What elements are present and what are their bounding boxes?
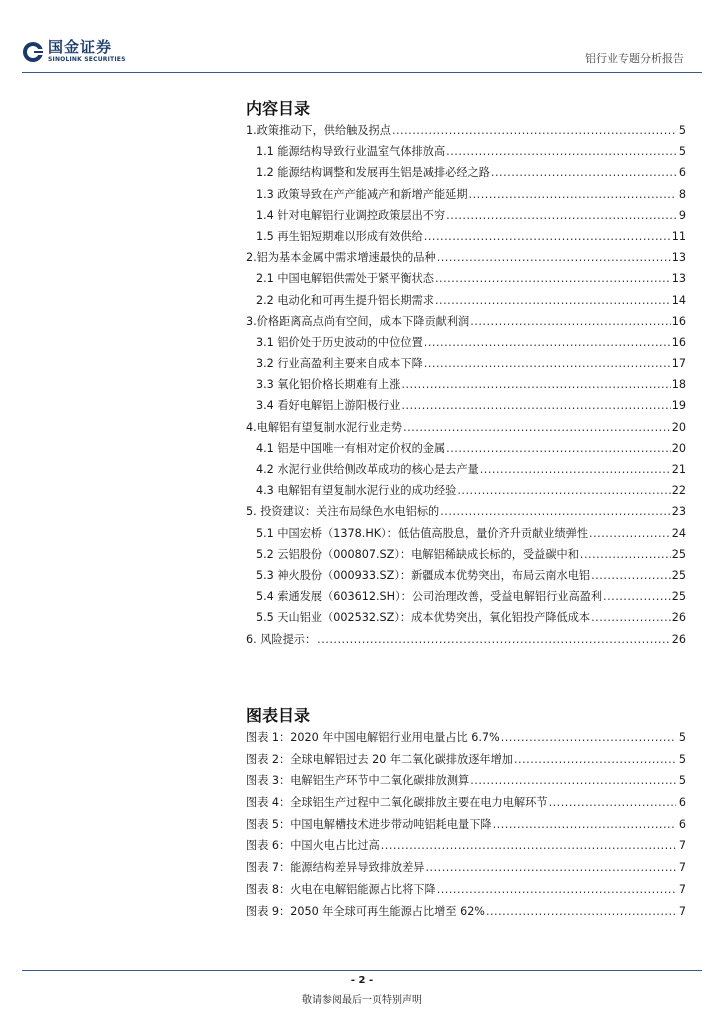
toc-entry-page: 25 bbox=[671, 590, 686, 604]
toc-entry[interactable] bbox=[246, 419, 686, 440]
figure-entry-label: 图表 5：中国电解槽技术进步带动吨铝耗电量下降 bbox=[246, 817, 492, 831]
dot-leader bbox=[486, 905, 676, 918]
toc-entry-page: 26 bbox=[671, 611, 686, 625]
toc-entry-label: 3.1 铝价处于历史波动的中位位置 bbox=[256, 335, 423, 349]
toc-entry-page: 5 bbox=[678, 124, 686, 137]
dot-leader bbox=[440, 505, 671, 518]
toc-entry[interactable] bbox=[246, 355, 686, 376]
figure-entry-page: 5 bbox=[678, 774, 686, 788]
dot-leader bbox=[603, 590, 671, 603]
toc-entry[interactable] bbox=[246, 313, 686, 334]
toc-entry[interactable] bbox=[246, 228, 686, 249]
toc-entry[interactable] bbox=[246, 164, 686, 185]
figure-entry-label: 图表 9：2050 年全球可再生能源占比增至 62% bbox=[246, 904, 485, 918]
toc-entry[interactable] bbox=[246, 397, 686, 418]
logo-mark-icon bbox=[22, 41, 44, 63]
toc-entry-page: 16 bbox=[671, 335, 686, 349]
toc-entry-label: 2.1 中国电解铝供需处于紧平衡状态 bbox=[256, 272, 434, 286]
figure-entry-page: 7 bbox=[678, 882, 686, 896]
toc-entry[interactable] bbox=[246, 440, 686, 461]
toc-entry-page: 20 bbox=[671, 420, 686, 434]
toc-entry[interactable] bbox=[246, 186, 686, 207]
figures-title: 图表目录 bbox=[246, 706, 311, 725]
dot-leader bbox=[401, 378, 670, 391]
toc-entry[interactable] bbox=[246, 270, 686, 291]
figure-entry-page: 7 bbox=[678, 904, 686, 918]
dot-leader bbox=[392, 124, 676, 137]
toc-entry-label: 3.4 看好电解铝上游阳极行业 bbox=[256, 399, 401, 413]
toc-entry-label: 5.1 中国宏桥（1378.HK）：低估值高股息，量价齐升贡献业绩弹性 bbox=[256, 526, 589, 540]
toc-entry-page: 9 bbox=[678, 208, 686, 222]
toc-entry[interactable] bbox=[246, 143, 686, 164]
toc-entry[interactable] bbox=[246, 207, 686, 228]
header-divider bbox=[22, 72, 702, 73]
figure-entry-page: 6 bbox=[678, 796, 686, 810]
toc-entry-page: 11 bbox=[671, 229, 686, 243]
figure-entry-page: 7 bbox=[678, 861, 686, 875]
toc-entry-label: 5.5 天山铝业（002532.SZ）：成本优势突出，氧化铝投产降低成本 bbox=[256, 611, 591, 625]
toc-entry-label: 1.政策推动下，供给触及拐点 bbox=[246, 124, 391, 137]
dot-leader bbox=[437, 883, 676, 896]
toc-entry-label: 1.2 能源结构调整和发展再生铝是减排必经之路 bbox=[256, 166, 490, 180]
toc-entry-label: 5.2 云铝股份（000807.SZ）：电解铝稀缺成长标的，受益碳中和 bbox=[256, 547, 579, 561]
dot-leader bbox=[435, 272, 671, 285]
dot-leader bbox=[514, 753, 676, 766]
toc-entry-label: 6. 风险提示： bbox=[246, 632, 317, 646]
dot-leader bbox=[317, 633, 671, 646]
figure-entry-label: 图表 8：火电在电解铝能源占比将下降 bbox=[246, 882, 436, 896]
toc-entry-label: 5. 投资建议：关注布局绿色水电铝标的 bbox=[246, 505, 440, 519]
dot-leader bbox=[591, 569, 671, 582]
page-header bbox=[22, 40, 702, 70]
toc-entry-label: 1.3 政策导致在产产能减产和新增产能延期 bbox=[256, 187, 468, 201]
toc-entry-label: 3.2 行业高盈利主要来自成本下降 bbox=[256, 357, 423, 371]
dot-leader bbox=[446, 442, 671, 455]
toc-entry-label: 2.2 电动化和可再生提升铝长期需求 bbox=[256, 293, 434, 307]
figure-entry[interactable] bbox=[246, 859, 686, 881]
figure-entry-label: 图表 7：能源结构差异导致排放差异 bbox=[246, 861, 425, 875]
toc-entry-label: 4.2 水泥行业供给侧改革成功的核心是去产量 bbox=[256, 463, 479, 476]
figure-entry[interactable] bbox=[246, 881, 686, 903]
footer-divider bbox=[22, 970, 702, 971]
company-logo bbox=[22, 40, 126, 63]
toc-entry[interactable] bbox=[246, 631, 686, 652]
toc-entry-page: 16 bbox=[671, 314, 686, 328]
toc-entry-page: 22 bbox=[671, 484, 686, 498]
dot-leader bbox=[470, 774, 676, 787]
figure-entry[interactable] bbox=[246, 794, 686, 816]
toc-entry-page: 8 bbox=[678, 187, 686, 201]
dot-leader bbox=[470, 315, 671, 328]
toc-entry-label: 5.3 神火股份（000933.SZ）：新疆成本优势突出，布局云南水电铝 bbox=[256, 568, 591, 582]
dot-leader bbox=[591, 611, 671, 624]
figure-entry[interactable] bbox=[246, 772, 686, 794]
disclaimer-note: 敬请参阅最后一页特别声明 bbox=[302, 995, 422, 1006]
toc-title: 内容目录 bbox=[246, 99, 311, 118]
toc-entry-page: 23 bbox=[671, 505, 686, 519]
toc-entry[interactable] bbox=[246, 376, 686, 397]
report-type-label: 铝行业专题分析报告 bbox=[585, 52, 684, 65]
toc-entry-page: 25 bbox=[671, 547, 686, 561]
toc-entry[interactable] bbox=[246, 122, 686, 143]
toc-entry-page: 25 bbox=[671, 568, 686, 582]
figure-entry-label: 图表 1：2020 年中国电解铝行业用电量占比 6.7% bbox=[246, 731, 500, 744]
toc-entry[interactable] bbox=[246, 334, 686, 355]
figure-entry-page: 7 bbox=[678, 839, 686, 853]
dot-leader bbox=[435, 294, 671, 307]
figure-entry-page: 5 bbox=[678, 731, 686, 744]
toc-entry-label: 1.1 能源结构导致行业温室气体排放高 bbox=[256, 145, 446, 159]
toc-entry-label: 1.4 针对电解铝行业调控政策层出不穷 bbox=[256, 208, 446, 222]
toc-entry-label: 3.价格距离高点尚有空间，成本下降贡献利润 bbox=[246, 314, 470, 328]
figure-entry-label: 图表 6：中国火电占比过高 bbox=[246, 839, 380, 853]
toc-entry-label: 3.3 氧化铝价格长期难有上涨 bbox=[256, 378, 401, 392]
toc-entry[interactable] bbox=[246, 461, 686, 482]
figure-entry-label: 图表 3：电解铝生产环节中二氧化碳排放测算 bbox=[246, 774, 470, 788]
figure-entry-page: 5 bbox=[678, 752, 686, 766]
figure-entry-label: 图表 2：全球电解铝过去 20 年二氧化碳排放逐年增加 bbox=[246, 752, 513, 766]
figure-entry[interactable] bbox=[246, 816, 686, 838]
dot-leader bbox=[424, 230, 671, 243]
figure-entry[interactable] bbox=[246, 751, 686, 773]
dot-leader bbox=[426, 861, 677, 874]
dot-leader bbox=[480, 463, 671, 476]
dot-leader bbox=[424, 336, 671, 349]
toc-entry[interactable] bbox=[246, 482, 686, 503]
toc-entry[interactable] bbox=[246, 546, 686, 567]
toc-entry-page: 24 bbox=[671, 526, 686, 540]
toc-entry-page: 18 bbox=[671, 378, 686, 392]
dot-leader bbox=[491, 166, 676, 179]
toc-entry-label: 4.1 铝是中国唯一有相对定价权的金属 bbox=[256, 441, 446, 455]
dot-leader bbox=[401, 399, 670, 412]
toc-entry-page: 26 bbox=[671, 632, 686, 646]
toc-entry-page: 14 bbox=[671, 293, 686, 307]
figure-entry[interactable] bbox=[246, 903, 686, 925]
dot-leader bbox=[457, 484, 670, 497]
toc-entry[interactable] bbox=[246, 609, 686, 630]
dot-leader bbox=[437, 251, 671, 264]
figure-entry-page: 6 bbox=[678, 817, 686, 831]
toc-entry-page: 13 bbox=[671, 272, 686, 286]
toc-entry-page: 19 bbox=[671, 399, 686, 413]
page-number: - 2 - bbox=[350, 975, 374, 986]
toc-entry-page: 5 bbox=[678, 145, 686, 159]
toc-entry-page: 6 bbox=[678, 166, 686, 180]
dot-leader bbox=[469, 188, 676, 201]
dot-leader bbox=[446, 145, 676, 158]
toc-entry-label: 2.铝为基本金属中需求增速最快的品种 bbox=[246, 251, 436, 265]
toc-entry-label: 1.5 再生铝短期难以形成有效供给 bbox=[256, 229, 423, 243]
toc-entry[interactable] bbox=[246, 588, 686, 609]
toc-list bbox=[246, 122, 686, 652]
toc-entry-label: 5.4 索通发展（603612.SH）：公司治理改善，受益电解铝行业高盈利 bbox=[256, 590, 603, 604]
dot-leader bbox=[549, 796, 676, 809]
toc-entry-page: 17 bbox=[671, 357, 686, 371]
dot-leader bbox=[424, 357, 671, 370]
toc-entry-page: 20 bbox=[671, 441, 686, 455]
dot-leader bbox=[446, 209, 676, 222]
toc-entry[interactable] bbox=[246, 525, 686, 546]
toc-entry-label: 4.3 电解铝有望复制水泥行业的成功经验 bbox=[256, 484, 457, 498]
dot-leader bbox=[493, 818, 676, 831]
figure-entry[interactable] bbox=[246, 729, 686, 751]
dot-leader bbox=[580, 548, 671, 561]
toc-entry-page: 21 bbox=[671, 463, 686, 476]
figure-entry-label: 图表 4：全球铝生产过程中二氧化碳排放主要在电力电解环节 bbox=[246, 796, 548, 810]
logo-chinese-name: 国金证券 bbox=[48, 38, 113, 56]
toc-entry[interactable] bbox=[246, 249, 686, 270]
figures-list bbox=[246, 729, 686, 924]
logo-english-name: SINOLINK SECURITIES bbox=[48, 56, 126, 63]
dot-leader bbox=[589, 527, 671, 540]
dot-leader bbox=[381, 839, 676, 852]
toc-entry-label: 4.电解铝有望复制水泥行业走势 bbox=[246, 420, 403, 434]
figure-entry[interactable] bbox=[246, 837, 686, 859]
toc-entry[interactable] bbox=[246, 503, 686, 524]
dot-leader bbox=[403, 421, 671, 434]
toc-entry[interactable] bbox=[246, 292, 686, 313]
dot-leader bbox=[501, 731, 676, 744]
toc-entry[interactable] bbox=[246, 567, 686, 588]
toc-entry-page: 13 bbox=[671, 251, 686, 265]
